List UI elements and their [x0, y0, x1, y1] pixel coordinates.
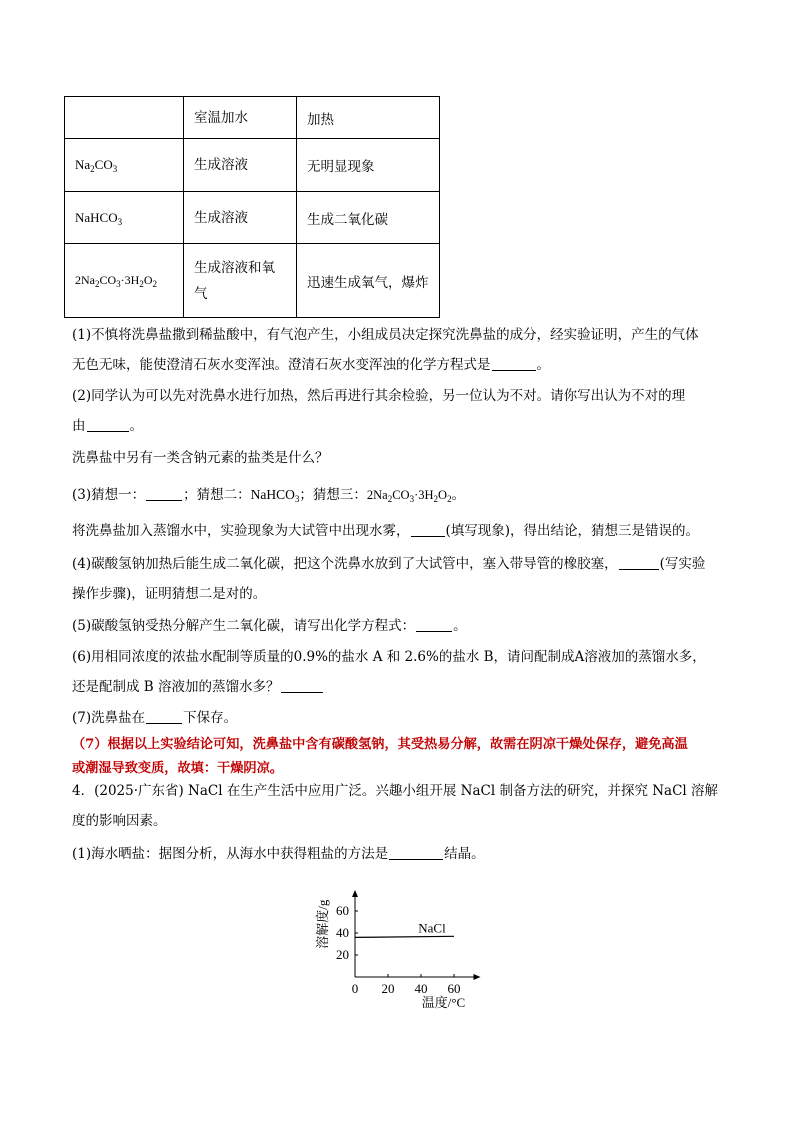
answer-blank[interactable]	[619, 555, 659, 570]
table-header-cell: 室温加水	[184, 97, 297, 139]
answer-blank[interactable]	[416, 617, 452, 632]
solubility-chart	[300, 872, 490, 1014]
question-5	[72, 611, 728, 641]
x-tick-label: 40	[414, 981, 428, 996]
answer-text: 或潮湿导致变质，故填：干燥阴凉。	[72, 761, 283, 776]
question-text: 将洗鼻盐加入蒸馏水中，实验现象为大试管中出现水雾，	[72, 523, 410, 539]
table-header-cell: 加热	[297, 97, 440, 139]
table-header-row	[65, 97, 440, 139]
question-text: 4．(2025·广东省) NaCl 在生产生活中应用广泛。兴趣小组开展 NaCl 制备方法的研究，并探究 NaCl 溶解	[72, 783, 719, 799]
properties-table	[64, 96, 440, 318]
answer-blank[interactable]	[146, 709, 182, 724]
answer-text: （7）根据以上实验结论可知，洗鼻盐中含有碳酸氢钠，其受热易分解，故需在阴凉干燥处保存，避免高温	[72, 737, 688, 752]
question-text: (5)碳酸氢钠受热分解产生二氧化碳，请写出化学方程式：	[72, 618, 416, 634]
question-text: 结晶。	[444, 846, 485, 862]
problem-4	[72, 776, 728, 836]
question-text: 无色无味，能使澄清石灰水变浑浊。澄清石灰水变浑浊的化学方程式是	[72, 357, 491, 373]
table-row	[65, 139, 440, 192]
question-text: 操作步骤)，证明猜想二是对的。	[72, 586, 267, 602]
question-text: 度的影响因素。	[72, 813, 167, 829]
question-text: (写实验	[659, 556, 706, 572]
heat-result: 生成二氧化碳	[297, 192, 440, 244]
series-label: NaCl	[418, 920, 446, 936]
question-text: (填写现象)，得出结论，猜想三是错误的。	[445, 523, 700, 539]
compound-name-nahco3: NaHCO$_3$	[65, 192, 184, 244]
question-text: (4)碳酸氢钠加热后能生成二氧化碳，把这个洗鼻水放到了大试管中，塞入带导管的橡胶塞，	[72, 556, 618, 572]
answer-blank[interactable]	[492, 356, 536, 371]
question-text: (1)海水晒盐：据图分析，从海水中获得粗盐的方法是	[72, 846, 389, 862]
chart-series	[355, 920, 454, 937]
question-text: (7)洗鼻盐在	[72, 710, 146, 726]
water-result: 生成溶液和氧气	[184, 244, 297, 318]
answer-blank[interactable]	[146, 486, 182, 501]
x-tick-label: 20	[381, 981, 395, 996]
question-text: ；猜想三：	[299, 487, 367, 503]
question-text: (2)同学认为可以先对洗鼻水进行加热，然后再进行其余检验，另一位认为不对。请你写出认为不对的理	[72, 388, 686, 404]
punctuation: 。	[451, 487, 466, 503]
question-text: (3)猜想一：	[72, 487, 146, 503]
water-result: 生成溶液	[184, 139, 297, 192]
table-row	[65, 192, 440, 244]
question-3-experiment	[72, 516, 728, 546]
table-row	[65, 244, 440, 318]
x-tick-label: 60	[447, 981, 461, 996]
section-intro	[72, 443, 728, 473]
question-6	[72, 642, 728, 702]
punctuation: 。	[536, 357, 550, 373]
y-tick-label: 60	[336, 903, 349, 918]
chart-axes	[352, 890, 481, 980]
question-text: 还是配制成 B 溶液加的蒸馏水多？	[72, 679, 280, 695]
answer-blank[interactable]	[389, 845, 443, 860]
question-3	[72, 480, 728, 510]
table-header-cell	[65, 97, 184, 139]
compound-name-percarbonate: $2Na_2CO_3\cdot 3H_2O_2$	[65, 244, 184, 318]
answer-blank[interactable]	[411, 522, 445, 537]
x-tick-label: 0	[351, 981, 359, 996]
y-tick-label: 20	[336, 947, 349, 962]
formula-nahco3: NaHCO$_3$	[250, 487, 300, 504]
punctuation: 。	[453, 618, 467, 634]
answer-explanation	[72, 733, 728, 781]
problem-4-question-1	[72, 839, 728, 869]
question-text: 由	[72, 418, 86, 434]
question-text: ；猜想二：	[183, 487, 251, 503]
formula-percarbonate: $2Na_2CO_3\cdot 3H_2O_2$	[366, 488, 452, 504]
compound-name-na2co3: $Na_2CO_3$	[65, 139, 184, 192]
question-4	[72, 549, 728, 609]
question-text: (6)用相同浓度的浓盐水配制等质量的0.9%的盐水 A 和 2.6%的盐水 B，请问配制成A溶液加的蒸馏水多，	[72, 649, 706, 665]
nacl-solubility-line	[355, 936, 454, 937]
heat-result: 无明显现象	[297, 139, 440, 192]
chart-ticks	[315, 899, 465, 1010]
question-2	[72, 381, 728, 441]
y-axis-arrow	[352, 890, 358, 897]
question-text: 下保存。	[183, 710, 238, 726]
question-text: 洗鼻盐中另有一类含钠元素的盐类是什么？	[72, 450, 329, 466]
x-axis-label: 温度/°C	[421, 995, 466, 1010]
x-axis-arrow	[474, 974, 481, 980]
y-tick-label: 40	[336, 925, 349, 940]
y-axis-label: 溶解度/g	[315, 899, 330, 949]
answer-blank[interactable]	[87, 417, 129, 432]
question-7	[72, 703, 728, 733]
punctuation: 。	[129, 418, 143, 434]
question-text: (1)不慎将洗鼻盐撒到稀盐酸中，有气泡产生，小组成员决定探究洗鼻盐的成分，经实验证明，产生的气体	[72, 327, 699, 343]
question-1	[72, 320, 728, 380]
answer-blank[interactable]	[281, 678, 323, 693]
heat-result: 迅速生成氧气，爆炸	[297, 244, 440, 318]
water-result: 生成溶液	[184, 192, 297, 244]
